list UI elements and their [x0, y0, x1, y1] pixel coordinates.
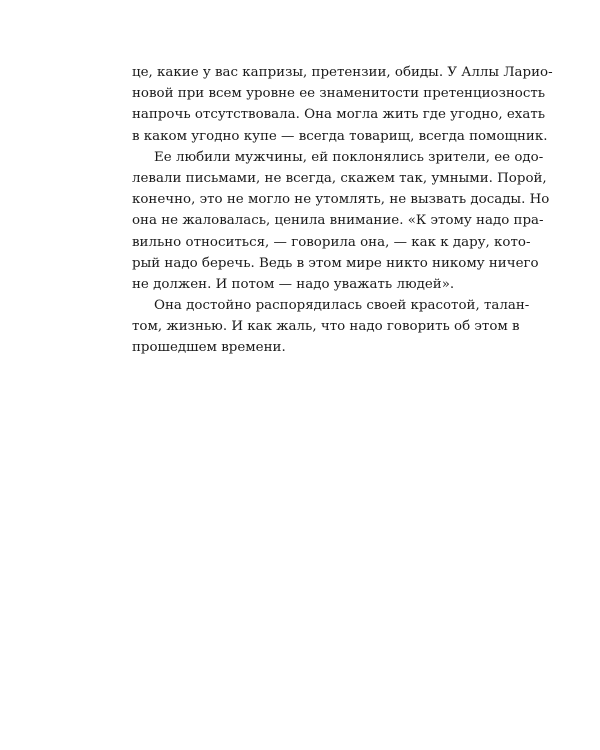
paragraph-2-line-1: Ее любили мужчины, ей поклонялись зрители, ее одо-	[154, 149, 544, 165]
paragraph-2-line-7: не должен. И потом — надо уважать людей».	[132, 276, 455, 292]
paragraph-2-line-4: она не жаловалась, ценила внимание. «К этому надо пра-	[132, 213, 544, 229]
paragraph-1-line-1: це, какие у вас капризы, претензии, обиды. У Аллы Ларио-	[132, 65, 553, 80]
paragraph-3-line-2: том, жизнью. И как жаль, что надо говорить об этом в	[132, 319, 520, 335]
paragraph-1-line-3: напрочь отсутствовала. Она могла жить где угодно, ехать	[132, 107, 546, 123]
paragraph-2-line-5: вильно относиться, — говорила она, — как к дару, кото-	[132, 234, 531, 250]
paragraph-1-line-2: новой при всем уровне ее знаменитости претенциозность	[132, 86, 546, 102]
paragraph-2-line-6: рый надо беречь. Ведь в этом мире никто никому ничего	[132, 255, 539, 271]
paragraph-2-line-2: левали письмами, не всегда, скажем так, умными. Порой,	[132, 170, 547, 186]
paragraph-3-line-1: Она достойно распорядилась своей красотой, талан-	[154, 298, 530, 314]
paragraph-2-line-3: конечно, это не могло не утомлять, не вызвать досады. Но	[132, 192, 550, 208]
paragraph-3-line-3: прошедшем времени.	[132, 340, 286, 356]
paragraph-1-line-4: в каком угодно купе — всегда товарищ, всегда помощник.	[132, 128, 548, 144]
body-text	[132, 62, 553, 359]
